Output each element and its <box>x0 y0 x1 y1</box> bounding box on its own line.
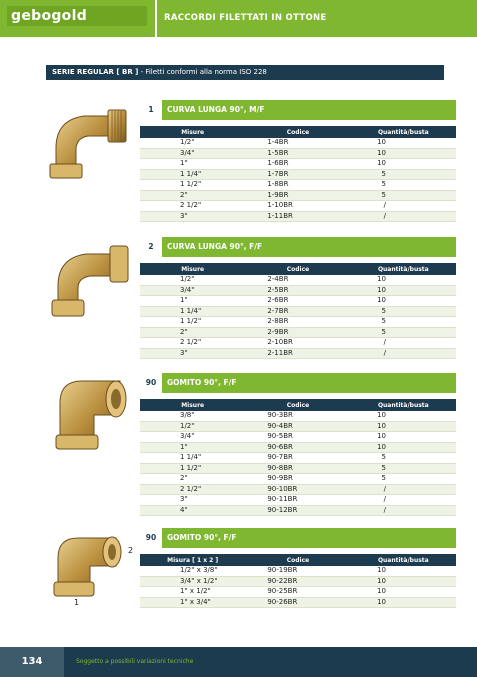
cell-qty: 10 <box>351 442 456 453</box>
table-row <box>140 180 456 191</box>
cell-qty: 10 <box>377 296 386 304</box>
page-number: 134 <box>0 647 64 677</box>
section-4-table <box>140 554 456 608</box>
cell-size: 3" <box>140 211 245 222</box>
cell-size: 1" x 3/4" <box>140 597 245 608</box>
col-header-code: Codice <box>245 399 350 411</box>
cell-code: 90-22BR <box>245 576 350 587</box>
cell-size: 1" <box>180 159 188 167</box>
table-row <box>140 306 456 317</box>
section-2-table <box>140 263 456 359</box>
cell-qty: 10 <box>377 159 386 167</box>
table-row <box>140 474 456 485</box>
page-title: RACCORDI FILETTATI IN OTTONE <box>164 13 327 23</box>
cell-qty: / <box>351 505 456 516</box>
cell-qty: 10 <box>377 138 386 146</box>
cell-size: 3/4" <box>140 285 245 296</box>
cell-code: 2-11BR <box>245 348 350 359</box>
cell-size: 3/4" <box>140 148 245 159</box>
section-3-number: 90 <box>140 373 162 393</box>
table-row <box>140 327 456 338</box>
section-3 <box>140 373 456 516</box>
cell-qty: 10 <box>351 597 456 608</box>
section-3-header <box>140 373 456 393</box>
cell-size: 1 1/2" <box>140 463 245 474</box>
section-1-number: 1 <box>140 100 162 120</box>
cell-code: 90-6BR <box>245 442 350 453</box>
cell-size: 2" <box>140 190 245 201</box>
cell-qty: 10 <box>377 432 386 440</box>
section-2-header <box>140 237 456 257</box>
cell-size: 2 1/2" <box>180 201 202 209</box>
table-row <box>140 566 456 576</box>
cell-qty: 10 <box>351 576 456 587</box>
cell-code: 1-7BR <box>245 169 350 180</box>
table-row <box>140 317 456 328</box>
cell-size: 1/2" <box>180 275 195 283</box>
table-row <box>140 576 456 587</box>
col-header-qty: Quantità/busta <box>351 554 456 566</box>
cell-size: 1 1/2" <box>180 317 202 325</box>
cell-code: 90-4BR <box>245 421 350 432</box>
cell-size: 3/4" x 1/2" <box>140 576 245 587</box>
cell-qty: 10 <box>351 148 456 159</box>
table-row <box>140 338 456 349</box>
cell-code: 90-26BR <box>245 597 350 608</box>
cell-code: 2-10BR <box>267 338 293 346</box>
cell-qty: 5 <box>351 306 456 317</box>
section-2-title: CURVA LUNGA 90°, F/F <box>167 242 263 251</box>
cell-qty: / <box>383 495 386 503</box>
cell-qty: 5 <box>381 474 386 482</box>
cell-code: 1-11BR <box>245 211 350 222</box>
reducing-elbow-image <box>50 530 125 600</box>
port-label-2: 2 <box>128 546 134 555</box>
cell-size: 1" <box>140 442 245 453</box>
col-header-code: Codice <box>245 263 350 275</box>
section-2-number: 2 <box>140 237 162 257</box>
cell-size: 1 1/4" <box>180 453 202 461</box>
table-row <box>140 201 456 212</box>
cell-code: 90-9BR <box>267 474 293 482</box>
port-label-1: 1 <box>74 598 80 607</box>
table-row <box>140 211 456 222</box>
section-1-title: CURVA LUNGA 90°, M/F <box>167 105 265 114</box>
table-row <box>140 421 456 432</box>
cell-qty: 5 <box>351 169 456 180</box>
cell-size: 1 1/4" <box>140 169 245 180</box>
logo-text: gebogold <box>11 8 88 24</box>
cell-qty: / <box>383 201 386 209</box>
table-row <box>140 463 456 474</box>
section-2 <box>140 237 456 359</box>
footer-bar <box>0 647 477 677</box>
cell-size: 3/8" <box>180 411 195 419</box>
cell-size: 2" <box>140 327 245 338</box>
table-row <box>140 148 456 159</box>
section-1 <box>140 100 456 222</box>
cell-size: 1" <box>180 296 188 304</box>
cell-size: 2 1/2" <box>180 338 202 346</box>
cell-qty: 10 <box>377 566 386 574</box>
cell-code: 1-9BR <box>245 190 350 201</box>
cell-size: 3" <box>180 495 188 503</box>
col-header-size: Misure <box>140 126 245 138</box>
section-1-header <box>140 100 456 120</box>
section-4 <box>140 528 456 608</box>
cell-code: 90-5BR <box>267 432 293 440</box>
cell-size: 1/2" x 3/8" <box>180 566 218 574</box>
table-row <box>140 169 456 180</box>
table-row <box>140 442 456 453</box>
col-header-code: Codice <box>245 554 350 566</box>
cell-qty: 5 <box>381 317 386 325</box>
cell-qty: / <box>351 211 456 222</box>
table-row <box>140 159 456 170</box>
col-header-size: Misure <box>140 263 245 275</box>
long-bend-mf-image <box>40 98 130 180</box>
table-row <box>140 587 456 598</box>
cell-code: 2-7BR <box>245 306 350 317</box>
cell-code: 2-6BR <box>267 296 289 304</box>
table-row <box>140 138 456 148</box>
cell-code: 1-5BR <box>245 148 350 159</box>
table-row <box>140 285 456 296</box>
series-description: - Filetti conformi alla norma ISO 228 <box>138 68 267 76</box>
top-banner <box>0 0 477 37</box>
cell-size: 1" x 1/2" <box>180 587 211 595</box>
cell-qty: 10 <box>377 275 386 283</box>
cell-qty: 5 <box>351 327 456 338</box>
table-row <box>140 484 456 495</box>
table-row <box>140 296 456 307</box>
cell-qty: 10 <box>351 421 456 432</box>
table-row <box>140 348 456 359</box>
cell-size: 3/4" <box>180 432 195 440</box>
series-bar <box>46 65 444 80</box>
cell-code: 90-12BR <box>245 505 350 516</box>
table-row <box>140 190 456 201</box>
cell-code: 90-7BR <box>267 453 293 461</box>
cell-code: 90-25BR <box>267 587 298 595</box>
cell-qty: 10 <box>377 411 386 419</box>
cell-code: 1-4BR <box>267 138 289 146</box>
cell-code: 90-11BR <box>267 495 298 503</box>
cell-size: 4" <box>140 505 245 516</box>
cell-qty: / <box>383 338 386 346</box>
brand-logo <box>7 6 147 26</box>
cell-code: 90-3BR <box>267 411 293 419</box>
cell-qty: 5 <box>381 180 386 188</box>
cell-size: 2" <box>180 474 188 482</box>
cell-qty: 5 <box>351 190 456 201</box>
table-row <box>140 411 456 421</box>
cell-size: 1/2" <box>140 421 245 432</box>
cell-qty: 10 <box>377 587 386 595</box>
section-1-table <box>140 126 456 222</box>
series-code: SERIE REGULAR [ BR ] <box>52 68 139 76</box>
cell-code: 90-8BR <box>245 463 350 474</box>
cell-code: 90-19BR <box>267 566 298 574</box>
footer-note: Soggetto a possibili variazioni tecniche <box>76 658 194 665</box>
table-row <box>140 505 456 516</box>
section-3-table <box>140 399 456 516</box>
table-row <box>140 275 456 285</box>
col-header-size: Misure <box>140 399 245 411</box>
cell-qty: / <box>351 484 456 495</box>
cell-qty: / <box>351 348 456 359</box>
col-header-qty: Quantità/busta <box>351 126 456 138</box>
col-header-qty: Quantità/busta <box>351 399 456 411</box>
cell-code: 2-4BR <box>267 275 289 283</box>
cell-size: 1 1/4" <box>140 306 245 317</box>
cell-code: 2-9BR <box>245 327 350 338</box>
cell-size: 1 1/2" <box>180 180 202 188</box>
long-bend-ff-image <box>42 236 132 318</box>
cell-qty: 5 <box>381 453 386 461</box>
section-4-header <box>140 528 456 548</box>
table-row <box>140 495 456 506</box>
cell-code: 1-10BR <box>267 201 293 209</box>
cell-code: 1-8BR <box>267 180 289 188</box>
cell-size: 2 1/2" <box>140 484 245 495</box>
cell-qty: 10 <box>351 285 456 296</box>
cell-code: 90-10BR <box>245 484 350 495</box>
table-row <box>140 597 456 608</box>
col-header-qty: Quantità/busta <box>351 263 456 275</box>
col-header-size: Misura [ 1 x 2 ] <box>140 554 245 566</box>
cell-code: 2-5BR <box>245 285 350 296</box>
col-header-code: Codice <box>245 126 350 138</box>
table-row <box>140 453 456 464</box>
cell-code: 2-8BR <box>267 317 289 325</box>
cell-qty: 5 <box>351 463 456 474</box>
cell-size: 1/2" <box>180 138 195 146</box>
section-4-title: GOMITO 90°, F/F <box>167 533 237 542</box>
elbow-ff-image <box>50 373 128 453</box>
table-row <box>140 432 456 443</box>
header-divider <box>155 0 157 37</box>
section-3-title: GOMITO 90°, F/F <box>167 378 237 387</box>
section-4-number: 90 <box>140 528 162 548</box>
cell-code: 1-6BR <box>267 159 289 167</box>
cell-size: 3" <box>140 348 245 359</box>
